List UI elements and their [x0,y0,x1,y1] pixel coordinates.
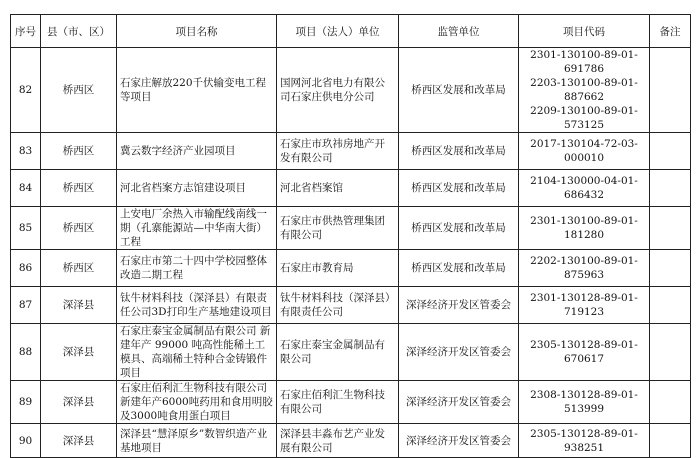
table-row [11,133,691,170]
cell-seq: 90 [11,424,41,458]
cell-project-name: 石家庄市第二十四中学校园整体改造二期工程 [117,250,277,287]
project-code: 2209-130100-89-01-573125 [530,105,638,131]
project-code: 2202-130100-89-01-875963 [530,255,638,281]
cell-project-code [519,381,650,424]
cell-seq: 88 [11,324,41,381]
header-unit: 项目（法人）单位 [277,15,399,48]
cell-county: 桥西区 [41,48,117,133]
table-row [11,48,691,133]
cell-project-code [519,250,650,287]
cell-note [650,287,691,324]
cell-unit: 石家庄市供热管理集团有限公司 [277,207,399,250]
cell-project-name: 石家庄解放220千伏输变电工程等项目 [117,48,277,133]
cell-project-name: 钛牛材料科技（深泽县）有限责任公司3D打印生产基地建设项目 [117,287,277,324]
cell-seq: 86 [11,250,41,287]
cell-seq: 89 [11,381,41,424]
cell-supervisor: 桥西区发展和改革局 [399,48,519,133]
cell-project-code [519,324,650,381]
cell-supervisor: 桥西区发展和改革局 [399,133,519,170]
project-code: 2308-130128-89-01-513999 [530,389,638,415]
cell-project-code [519,48,650,133]
cell-project-code [519,287,650,324]
cell-seq: 87 [11,287,41,324]
project-code: 2305-130128-89-01-938251 [530,427,638,454]
project-code: 2203-130100-89-01-887662 [530,77,638,103]
project-code: 2104-130000-04-01-686432 [530,175,638,201]
table-row [11,250,691,287]
cell-county: 深泽县 [41,381,117,424]
header-project-code: 项目代码 [519,15,650,48]
header-seq: 序号 [11,15,41,48]
cell-unit: 国网河北省电力有限公司石家庄供电分公司 [277,48,399,133]
table-row [11,207,691,250]
cell-note [650,133,691,170]
cell-unit: 河北省档案馆 [277,170,399,207]
project-code: 2301-130100-89-01-181280 [530,215,638,241]
cell-note [650,324,691,381]
project-code: 2017-130104-72-03-000010 [530,138,638,164]
cell-note [650,170,691,207]
cell-project-code [519,170,650,207]
cell-supervisor: 深泽经济开发区管委会 [399,424,519,458]
table-row [11,324,691,381]
cell-project-name: 河北省档案方志馆建设项目 [117,170,277,207]
cell-project-name: 石家庄泰宝金属制品有限公司 新建年产 99000 吨高性能稀土工模具、高端稀土特种合金铸锻件项目 [117,324,277,381]
cell-seq: 83 [11,133,41,170]
project-code: 2301-130100-89-01-691786 [530,49,638,75]
cell-seq: 84 [11,170,41,207]
cell-county: 桥西区 [41,250,117,287]
cell-project-name: 冀云数字经济产业园项目 [117,133,277,170]
cell-note [650,207,691,250]
cell-project-code [519,207,650,250]
cell-unit: 石家庄市玖祎房地产开发有限公司 [277,133,399,170]
cell-note [650,250,691,287]
cell-county: 桥西区 [41,207,117,250]
cell-county: 桥西区 [41,133,117,170]
cell-project-name: 上安电厂余热入市输配线南线一期（孔寨能源站—中华南大街）工程 [117,207,277,250]
table-row [11,381,691,424]
cell-unit: 石家庄佰利汇生物科技有限公司 [277,381,399,424]
project-table [10,14,691,458]
cell-supervisor: 桥西区发展和改革局 [399,170,519,207]
header-supervisor: 监管单位 [399,15,519,48]
table-header-row [11,15,691,48]
cell-county: 深泽县 [41,287,117,324]
cell-county: 桥西区 [41,170,117,207]
cell-unit: 石家庄泰宝金属制品有限公司 [277,324,399,381]
cell-county: 深泽县 [41,324,117,381]
cell-project-name: 深泽县“慧泽原乡”数智织造产业基地项目 [117,424,277,458]
cell-unit: 石家庄市教育局 [277,250,399,287]
cell-unit: 深泽县丰淼布艺产业发展有限公司 [277,424,399,458]
header-note: 备注 [650,15,691,48]
cell-seq: 85 [11,207,41,250]
cell-supervisor: 深泽经济开发区管委会 [399,324,519,381]
project-code: 2305-130128-89-01-670617 [530,339,638,365]
cell-supervisor: 桥西区发展和改革局 [399,250,519,287]
cell-supervisor: 深泽经济开发区管委会 [399,287,519,324]
cell-note [650,48,691,133]
table-row [11,287,691,324]
project-code: 2301-130128-89-01-719123 [530,292,638,318]
cell-project-name: 石家庄佰利汇生物科技有限公司新建年产6000吨药用和食用明胶及3000吨食用蛋白项目 [117,381,277,424]
cell-project-code [519,133,650,170]
cell-seq: 82 [11,48,41,133]
cell-unit: 钛牛材料科技（深泽县）有限责任公司 [277,287,399,324]
cell-county: 深泽县 [41,424,117,458]
header-county: 县（市、区） [41,15,117,48]
table-row [11,170,691,207]
cell-supervisor: 桥西区发展和改革局 [399,207,519,250]
header-project-name: 项目名称 [117,15,277,48]
cell-supervisor: 深泽经济开发区管委会 [399,381,519,424]
cell-note [650,381,691,424]
